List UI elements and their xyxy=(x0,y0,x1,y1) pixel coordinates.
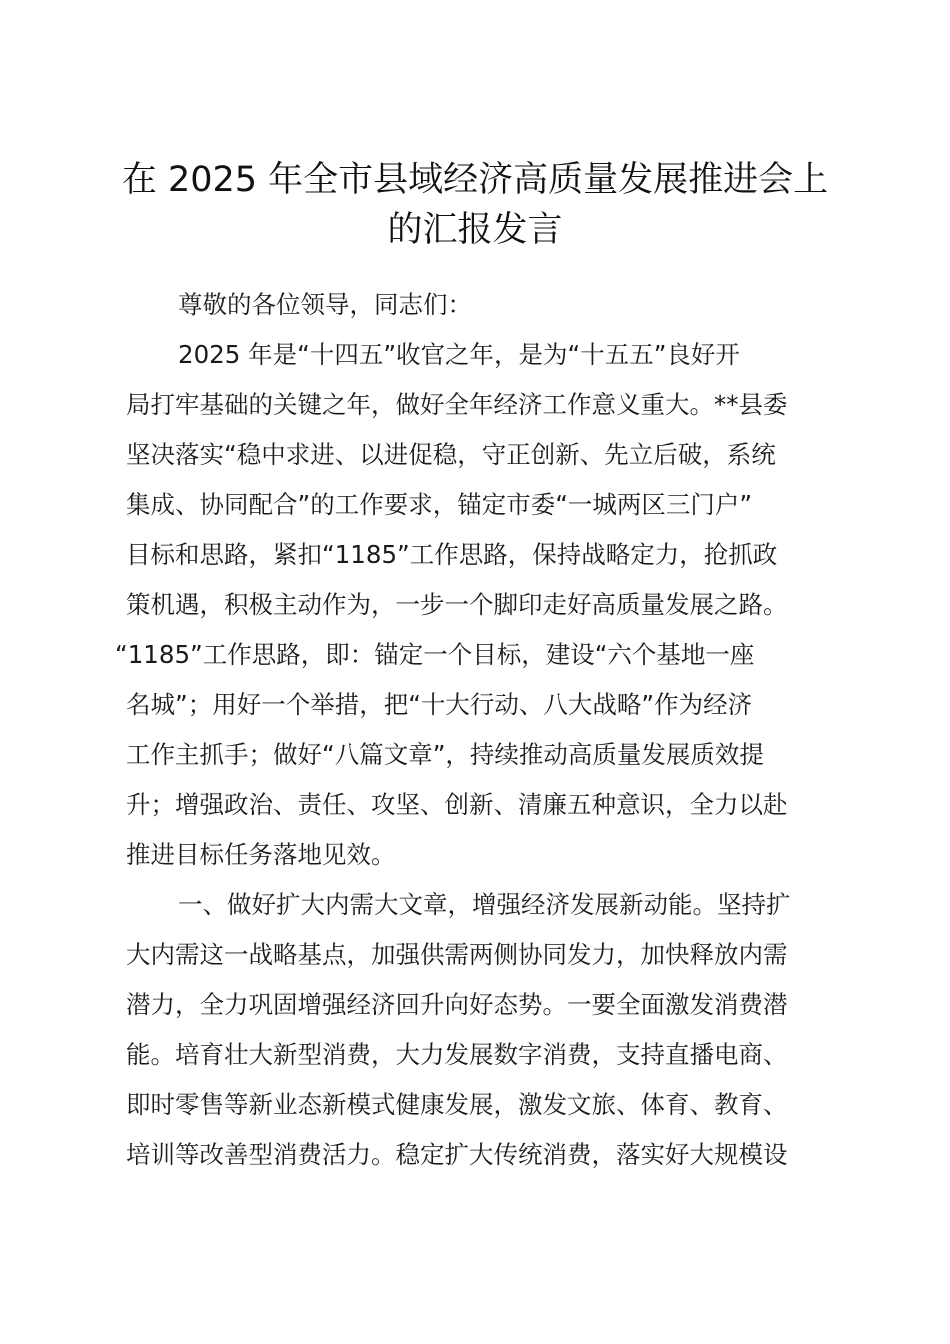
paragraph-line: 2025 年是“十四五”收官之年，是为“十五五”良好开 xyxy=(178,340,740,369)
paragraph-line: 大内需这一战略基点，加强供需两侧协同发力，加快释放内需 xyxy=(126,940,788,969)
paragraph-line: 集成、协同配合”的工作要求，锚定市委“一城两区三门户” xyxy=(126,490,753,519)
paragraph-line: 能。培育壮大新型消费，大力发展数字消费，支持直播电商、 xyxy=(126,1040,788,1069)
paragraph-line: 策机遇，积极主动作为，一步一个脚印走好高质量发展之路。 xyxy=(126,590,788,619)
paragraph-line: 名城”；用好一个举措，把“十大行动、八大战略”作为经济 xyxy=(126,690,753,719)
paragraph-line: “1185”工作思路，即：锚定一个目标，建设“六个基地一座 xyxy=(115,640,755,669)
paragraph-line: 工作主抓手；做好“八篇文章”，持续推动高质量发展质效提 xyxy=(126,740,764,769)
paragraph-line: 目标和思路，紧扣“1185”工作思路，保持战略定力，抢抓政 xyxy=(126,540,778,569)
paragraph-line: 即时零售等新业态新模式健康发展，激发文旅、体育、教育、 xyxy=(126,1090,788,1119)
document-title-line-1: 在 2025 年全市县域经济高质量发展推进会上 xyxy=(121,160,829,200)
paragraph-line: 培训等改善型消费活力。稳定扩大传统消费，落实好大规模设 xyxy=(126,1140,788,1169)
section-heading-line: 一、做好扩大内需大文章，增强经济发展新动能。坚持扩 xyxy=(178,890,791,919)
paragraph-line: 潜力，全力巩固增强经济回升向好态势。一要全面激发消费潜 xyxy=(126,990,788,1019)
paragraph-line: 升；增强政治、责任、攻坚、创新、清廉五种意识，全力以赴 xyxy=(126,790,788,819)
paragraph-line: 局打牢基础的关键之年，做好全年经济工作意义重大。**县委 xyxy=(126,390,788,419)
salutation: 尊敬的各位领导，同志们： xyxy=(178,290,472,319)
paragraph-line: 推进目标任务落地见效。 xyxy=(126,840,396,869)
paragraph-line: 坚决落实“稳中求进、以进促稳，守正创新、先立后破，系统 xyxy=(126,440,776,469)
document-title-line-2: 的汇报发言 xyxy=(387,210,563,250)
